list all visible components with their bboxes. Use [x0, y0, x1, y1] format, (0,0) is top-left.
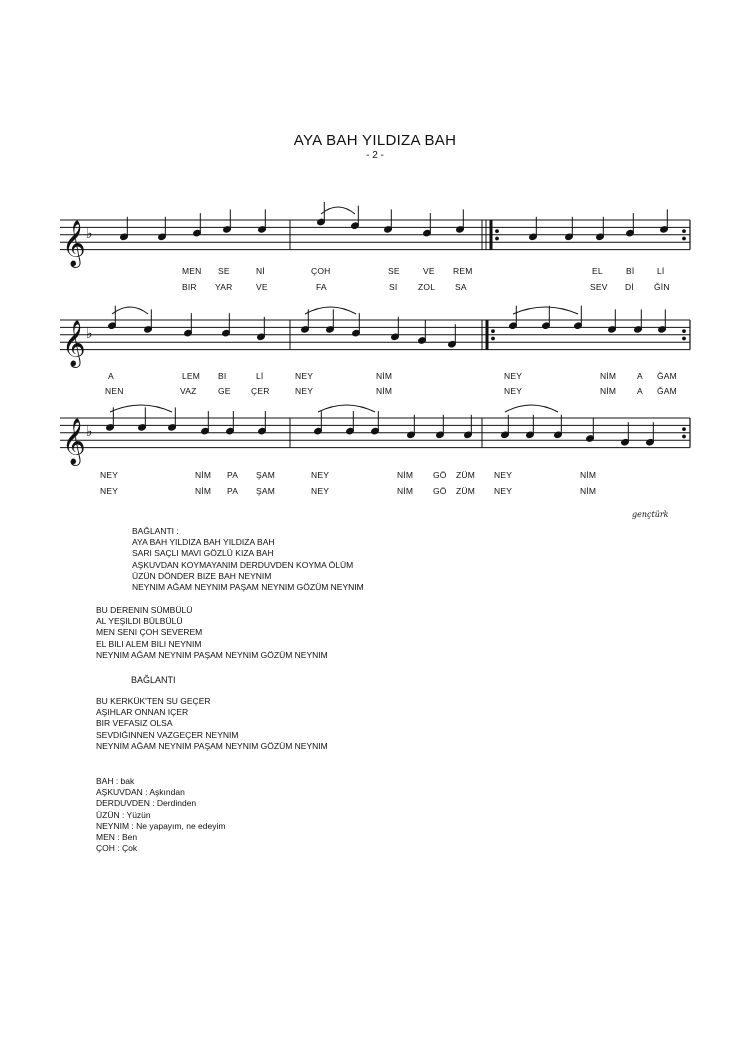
lyric-syllable: Bİ [626, 266, 635, 276]
page-number: - 2 - [366, 150, 384, 161]
repeat-dot [683, 435, 686, 438]
lyric-syllable: ĞİN [654, 282, 670, 292]
stanza-line: AŞIHLAR ONNAN IÇER [96, 707, 189, 718]
lyric-syllable: NEY [311, 470, 330, 480]
slur [318, 405, 375, 412]
lyric-syllable: NİM [195, 486, 212, 496]
stanza-line: BU KERKÜK'TEN SU GEÇER [96, 696, 211, 706]
stanza-3-heading: BAĞLANTI [131, 675, 176, 685]
lyric-syllable: ÇER [251, 386, 270, 396]
lyric-syllable: NEN [105, 386, 124, 396]
lyric-syllable: NEY [504, 386, 523, 396]
treble-clef-icon: 𝄞 [62, 320, 86, 367]
slur [505, 405, 558, 412]
lyric-syllable: VE [256, 282, 268, 292]
lyric-syllable: NEY [295, 386, 314, 396]
lyric-syllable: Dİ [625, 282, 634, 292]
stanza-line: EL BILI ALEM BILI NEYNIM [96, 638, 202, 649]
stanza-line: BIR VEFASIZ OLSA [96, 718, 173, 729]
lyric-syllable: EL [592, 266, 603, 276]
repeat-dot [683, 337, 686, 340]
lyric-syllable: NEY [494, 486, 513, 496]
lyric-syllable: NEY [504, 371, 523, 381]
glossary-entry: AŞKUVDAN : Aşkından [96, 787, 185, 798]
stanza-line: NEYNIM AĞAM NEYNIM PAŞAM NEYNIM GÖZÜM NEYNIM [96, 740, 328, 751]
lyric-syllable: BI [218, 371, 227, 381]
lyric-syllable: ÇOH [311, 266, 331, 276]
lyric-syllable: SE [218, 266, 230, 276]
lyric-syllable: NEY [295, 371, 314, 381]
slur [110, 405, 172, 412]
lyric-syllable: REM [453, 266, 473, 276]
lyric-syllable: NİM [580, 486, 597, 496]
lyric-syllable: NİM [580, 470, 597, 480]
lyric-syllable: SA [455, 282, 467, 292]
stanza-2 [96, 605, 328, 661]
lyric-syllable: BIR [182, 282, 197, 292]
lyric-syllable: A [108, 371, 114, 381]
glossary-entry: MEN : Ben [96, 831, 138, 842]
stanza-line: NEYNIM AĞAM NEYNIM PAŞAM NEYNIM GÖZÜM NEYNIM [132, 581, 364, 592]
lyric-syllable: ĞAM [657, 386, 677, 396]
lyric-syllable: NEY [494, 470, 513, 480]
lyric-syllable: Nİ [256, 266, 265, 276]
flat-icon: ♭ [86, 423, 93, 440]
stanza-line: NEYNIM AĞAM NEYNIM PAŞAM NEYNIM GÖZÜM NEYNIM [96, 649, 328, 660]
slur [513, 307, 578, 314]
stanza-line: BU DERENIN SÜMBÜLÜ [96, 605, 193, 615]
signature: gençtürk [632, 510, 669, 519]
lyric-syllable: FA [316, 282, 327, 292]
lyric-syllable: A [637, 371, 643, 381]
repeat-dot [683, 330, 686, 333]
glossary-entry: DERDUVDEN : Derdinden [96, 798, 197, 809]
lyric-syllable: ZOL [418, 282, 436, 292]
glossary-entry: BAH : bak [96, 776, 135, 786]
glossary-entry: ÇOH : Çok [96, 843, 138, 854]
repeat-dot [492, 330, 495, 333]
lyric-syllable: Lİ [256, 371, 264, 381]
repeat-dot [496, 237, 499, 240]
lyric-syllable: PA [227, 470, 239, 480]
lyric-syllable: Lİ [657, 266, 665, 276]
repeat-dot [683, 237, 686, 240]
lyric-syllable: ZÜM [456, 470, 476, 480]
stanza-line: SEVDIĞINNEN VAZGEÇER NEYNIM [96, 729, 239, 740]
lyric-syllable: NİM [376, 386, 393, 396]
flat-icon: ♭ [86, 225, 93, 242]
lyric-syllable: SE [388, 266, 400, 276]
lyric-syllable: NİM [600, 386, 617, 396]
lyric-syllable: ĞAM [657, 371, 677, 381]
stanza-line: ÜZÜN DÖNDER BIZE BAH NEYNIM [132, 570, 272, 581]
repeat-dot [683, 428, 686, 431]
lyric-syllable: NİM [397, 486, 414, 496]
lyric-syllable: ZÜM [456, 486, 476, 496]
lyric-syllable: GÖ [433, 470, 447, 480]
glossary-entry: NEYNIM : Ne yapayım, ne edeyim [96, 820, 226, 831]
lyric-syllable: SEV [590, 282, 608, 292]
stanza-3 [96, 696, 328, 752]
glossary-entry: ÜZÜN : Yüzün [96, 809, 151, 820]
stanza-line: AL YEŞILDI BÜLBÜLÜ [96, 616, 183, 627]
lyric-syllable: ŞAM [256, 470, 276, 480]
stanza-line: AYA BAH YILDIZA BAH YILDIZA BAH [132, 537, 275, 548]
stanza-line: BAĞLANTI : [132, 526, 179, 536]
stanza-line: AŞKUVDAN KOYMAYANIM DERDUVDEN KOYMA ÖLÜM [132, 559, 354, 570]
song-title: AYA BAH YILDIZA BAH [293, 132, 457, 149]
lyric-syllable: ŞAM [256, 486, 276, 496]
lyric-syllable: NEY [100, 486, 119, 496]
lyric-syllable: YAR [215, 282, 233, 292]
lyric-syllable: VE [423, 266, 435, 276]
treble-clef-icon: 𝄞 [62, 220, 86, 267]
slur [321, 207, 355, 214]
flat-icon: ♭ [86, 325, 93, 342]
lyric-syllable: NİM [397, 470, 414, 480]
lyric-syllable: MEN [182, 266, 202, 276]
repeat-dot [683, 230, 686, 233]
stanza-baglanti [132, 526, 364, 593]
glossary [96, 776, 225, 854]
lyric-syllable: A [637, 386, 643, 396]
lyric-syllable: PA [227, 486, 239, 496]
stanza-line: MEN SENI ÇOH SEVEREM [96, 627, 203, 638]
lyric-syllable: NİM [376, 371, 393, 381]
lyric-syllable: NEY [100, 470, 119, 480]
lyric-syllable: NEY [311, 486, 330, 496]
slur [112, 307, 148, 314]
lyric-syllable: VAZ [180, 386, 197, 396]
lyric-syllable: NİM [600, 371, 617, 381]
treble-clef-icon: 𝄞 [62, 418, 86, 465]
stanza-line: SARI SAÇLI MAVI GÖZLÜ KIZA BAH [132, 548, 274, 559]
repeat-dot [496, 230, 499, 233]
repeat-dot [492, 337, 495, 340]
lyric-syllable: GÖ [433, 486, 447, 496]
lyric-syllable: LEM [182, 371, 201, 381]
lyric-syllable: SI [389, 282, 398, 292]
lyric-syllable: GE [218, 386, 231, 396]
lyric-syllable: NİM [195, 470, 212, 480]
slur [305, 307, 356, 314]
